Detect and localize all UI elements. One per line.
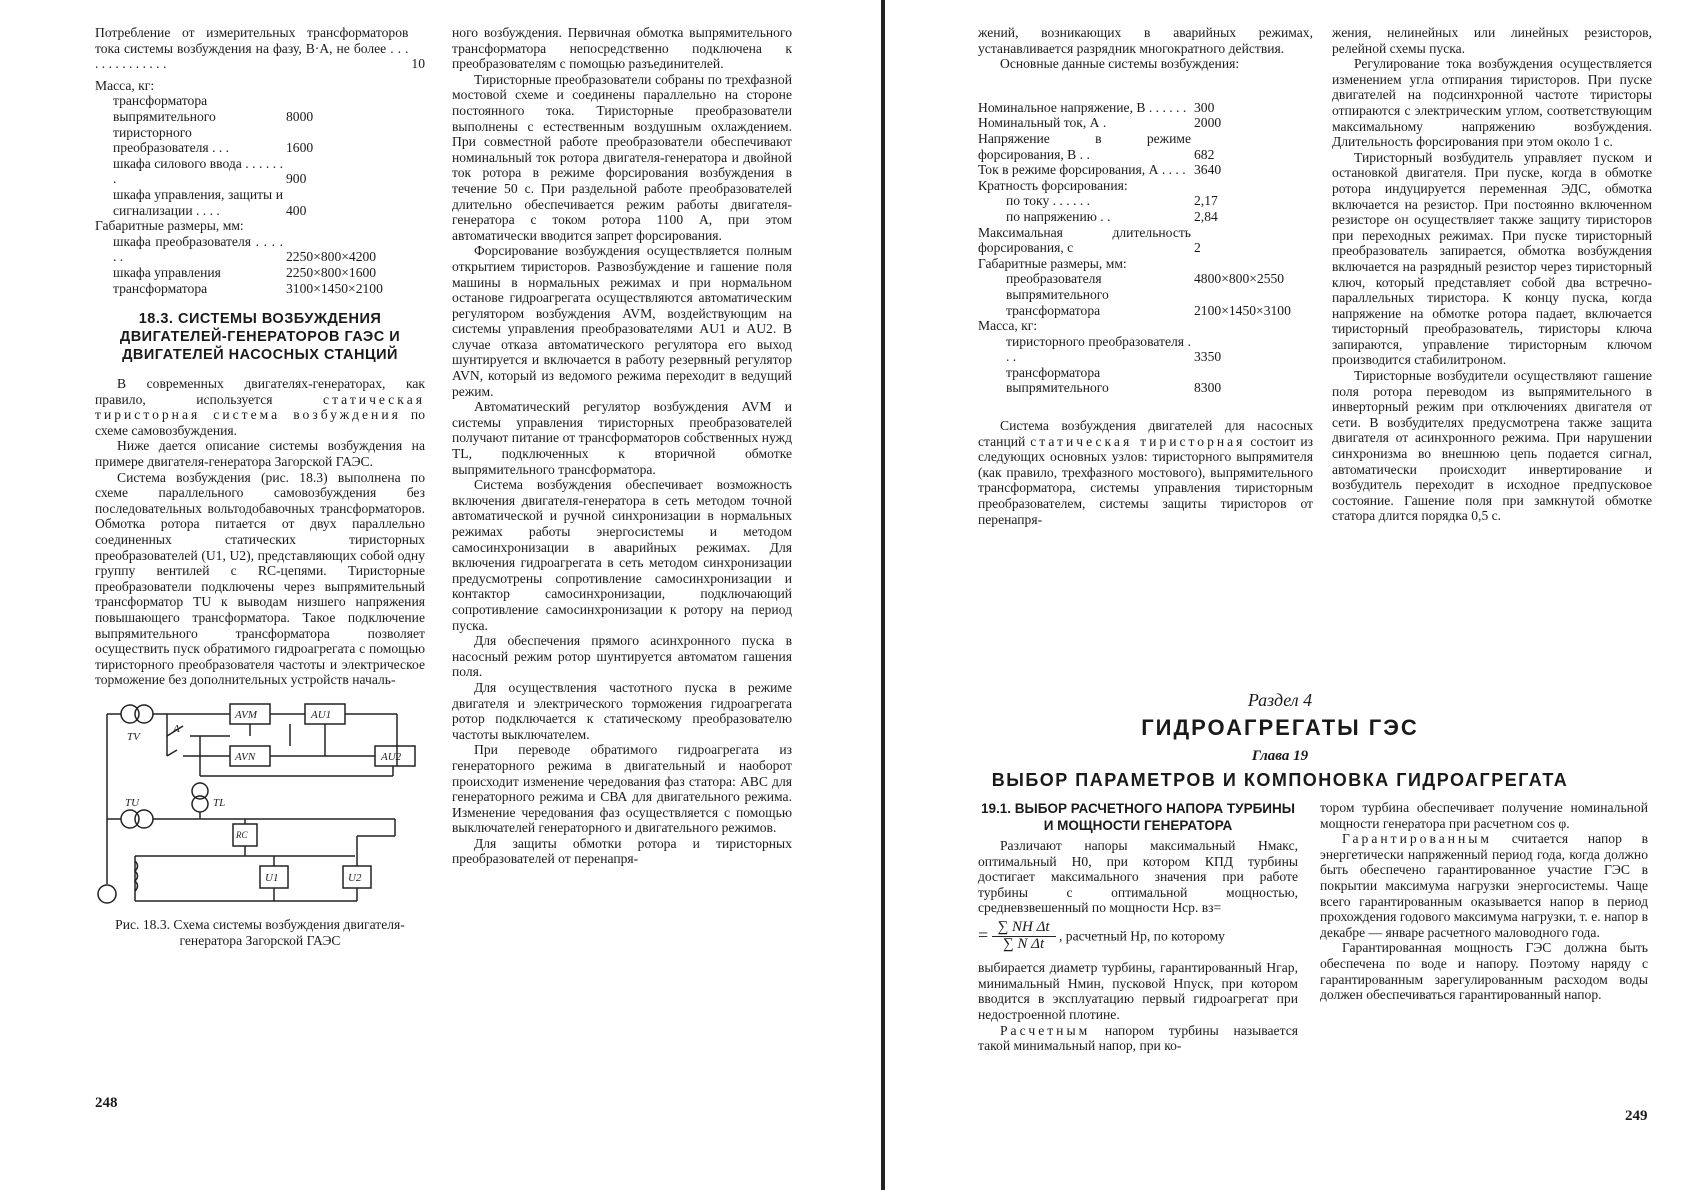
spec-row <box>113 187 313 218</box>
spec-row <box>978 256 1291 272</box>
spec-row <box>978 193 1291 209</box>
text-span: состоит из следующих основных узлов: тиристорного выпрямителя (как правило, трехфазного мостового), выпрямительного трансформатора, системы управления тиристорным преобразователем, системы защиты тиристоров от перенапря- <box>978 433 1314 527</box>
spec-label: Номинальный ток, А . <box>978 115 1107 131</box>
spaced-term: статическая тиристорная <box>1030 433 1246 449</box>
spec-label: по току . . . . . . <box>1006 193 1091 209</box>
paragraph: Система возбуждения (рис. 18.3) выполнена по схеме параллельного самовозбуждения без последовательных вольтодобавочных трансформаторов. Обмотка ротора питается от двух параллельно соединенных статических тиристорных преобразователей (U1, U2), представляющих собой одну группу вентилей с RC-цепями. Тиристорные преобразователи подключены через выпрямительный трансформатор TU к выводам низшего напряжения повышающего трансформатора. Такое подключение выпрямительного трансформатора позволяет осуществить пуск обратимого гидроагрегата с помощью тиристорного преобразователя частоты и электрическое торможение без дополнительных устройств началь- <box>95 469 425 688</box>
spaced-term: Гарантированным <box>1342 831 1493 847</box>
spec-value: 2000 <box>1194 115 1222 131</box>
text-span: считается напор в энергетически напряженный период года, когда должно быть обеспечено гарантированное участие ГЭС в покрытии максимума нагрузки энергосистемы. Чаще всего гарантированным оказывается напор в период прохождения годового максимума нагрузки, т. е. напор в декабре — январе расчетного маловодного года. <box>1320 831 1648 940</box>
spec-label: тиристорного преобразователя . . . <box>113 124 230 156</box>
paragraph: жения, нелинейных или линейных резисторов, релейной схемы пуска. <box>1332 25 1652 56</box>
label-rc: RC <box>236 829 248 840</box>
formula-numerator: ∑ NH Δt <box>992 920 1056 937</box>
paragraph: Автоматический регулятор возбуждения AVM и системы управления тиристорных преобразователей получают питание от трансформаторов собственных нужд TL, подключенных к вторичной обмотке выпрямительного трансформатора. <box>452 399 792 477</box>
spec-row <box>978 318 1291 334</box>
page-gutter <box>881 0 885 1190</box>
spec-label: Номинальное напряжение, В . . . . . . <box>978 99 1187 115</box>
spec-label: Ток в режиме форсирования, А . . . . <box>978 162 1186 178</box>
text-span: напором турбины называется такой минимальный напор, при ко- <box>978 1022 1298 1054</box>
spec-value: 2250×800×1600 <box>286 264 377 280</box>
paragraph: выбирается диаметр турбины, гарантированный Hгар, минимальный Hмин, пусковой Hпуск, при котором вводится в эксплуатацию первый гидроагрегат при недостроенной плотине. <box>978 960 1298 1022</box>
right-column-6 <box>1320 800 1648 1003</box>
label-tu: TU <box>125 796 140 809</box>
dims-heading: Габаритные размеры, мм: <box>95 218 244 234</box>
spec-row <box>978 100 1291 116</box>
spec-label: шкафа управления <box>113 264 221 280</box>
formula-tail: , расчетный Hр, по которому <box>1058 928 1225 944</box>
spec-row <box>978 178 1291 194</box>
spec-value: 300 <box>1194 99 1215 115</box>
label-tv: TV <box>127 730 140 743</box>
spec-label: выпрямительного трансформатора <box>1006 286 1109 318</box>
spec-label: трансформатора выпрямительного <box>1006 364 1109 396</box>
spec-value: 400 <box>286 202 307 218</box>
section-title-19-1: 19.1. ВЫБОР РАСЧЕТНОГО НАПОРА ТУРБИНЫ И МОЩНОСТИ ГЕНЕРАТОРА <box>981 801 1295 833</box>
spec-row <box>113 265 383 281</box>
left-column-1 <box>95 25 425 948</box>
spec-value: 2,17 <box>1194 193 1218 209</box>
text-span: В современных двигателях-генераторах, как правило, используется <box>95 376 425 407</box>
right-column-4 <box>1332 25 1652 524</box>
spec-value: 3100×1450×2100 <box>286 280 383 296</box>
spec-value: 10 <box>411 56 425 72</box>
spec-value: 900 <box>286 171 307 187</box>
spec-label: шкафа преобразователя . . . . . . <box>113 233 283 265</box>
division-title: ГИДРОАГРЕГАТЫ ГЭС <box>1141 715 1419 740</box>
paragraph: Тиристорный возбудитель управляет пуском и остановкой двигателя. При пуске, когда в обмотке ротора индуцируется переменная ЭДС, обмотка включается на резистор. При постоянно включенном резисторе он осуществляет также защиту тиристоров при переходных режимах. При пуске тиристорный преобразователь запирается, обмотка возбуждения включается на разрядный резистор через тиристорный ключ, который представляет собой два встречно-параллельных тиристора. К концу пуска, когда напряжение на обмотке ротора падает, включается тиристорный преобразователь, тиристоры ключа запираются, управление тиристорным ключом производится стабилитроном. <box>1332 149 1652 368</box>
paragraph <box>978 418 1313 527</box>
label-u2: U2 <box>348 871 362 884</box>
spec-value: 2250×800×4200 <box>286 249 377 265</box>
spec-value: 8300 <box>1194 380 1222 396</box>
paragraph: Ниже дается описание системы возбуждения на примере двигателя-генератора Загорской ГАЭС. <box>95 438 425 470</box>
paragraph <box>95 376 425 438</box>
mass-table <box>113 93 313 218</box>
spec-row <box>113 281 383 297</box>
paragraph: Тиристорные возбудители осуществляют гашение поля ротора переводом из выпрямительного в инверторный режим при отключениях двигателя от сети. В возбудителях предусмотрена также защита двигателя от асинхронного режима. При нарушении синхронизма во внешнюю цепь подается сигнал, автоматически происходит инвертирование и возбудитель переходит в исходное предпусковое состояние. Гашение поля при замкнутой обмотке статора длится порядка 0,5 с. <box>1332 368 1652 524</box>
spec-label: Потребление от измерительных трансформаторов тока системы возбуждения на фазу, В·А, не более . . . . . . . . . . . . . . <box>95 25 409 72</box>
formula-denominator: ∑ N Δt <box>1002 935 1045 952</box>
right-column-3 <box>978 25 1313 527</box>
dims-table <box>113 234 383 296</box>
spec-label: шкафа управления, защиты и сигнализации . . . . <box>113 186 283 218</box>
label-au2: AU2 <box>381 750 402 763</box>
weighted-head-formula: = $\frac{\text{∑ NH Δt}}{\text{∑ N Δt}}$ , расчетный Hр, по которому <box>978 918 1225 952</box>
left-column-2 <box>452 25 792 867</box>
spec-label: преобразователя <box>1006 271 1102 287</box>
spec-label: Габаритные размеры, мм: <box>978 255 1127 271</box>
spec-row <box>113 234 383 265</box>
section-title-18-3: 18.3. СИСТЕМЫ ВОЗБУЖДЕНИЯ ДВИГАТЕЛЕЙ-ГЕНЕРАТОРОВ ГАЭС И ДВИГАТЕЛЕЙ НАСОСНЫХ СТАНЦИЙ <box>119 311 401 364</box>
paragraph: жений, возникающих в аварийных режимах, устанавливается разрядник многократного действия. <box>978 25 1313 56</box>
paragraph: Различают напоры максимальный Hмакс, оптимальный H0, при котором КПД турбины достигает максимального значения при работе турбины с оптимальной мощностью, средневзвешенный по мощности Hср. вз= <box>978 838 1298 916</box>
paragraph: Гарантированная мощность ГЭС должна быть обеспечена по воде и напору. Поэтому наряду с гарантированным зарегулированным расходом воды должен обеспечиваться гарантированный напор. <box>1320 940 1648 1003</box>
paragraph: Для защиты обмотки ротора и тиристорных преобразователей от перенапря- <box>452 835 792 867</box>
paragraph: Система возбуждения обеспечивает возможность включения двигателя-генератора в сеть методом точной автоматической и ручной синхронизации в нормальных режимах работы энергосистемы и методом самосинхронизации в аварийных режимах. Для включения гидроагрегата в сеть методом синхронизации предусмотрены сопротивление самосинхронизации и контактор самосинхронизации, подключающий сопротивление самосинхронизации к ротору на период пуска. <box>452 477 792 633</box>
paragraph: ного возбуждения. Первичная обмотка выпрямительного трансформатора непосредственно подключена к преобразователям с помощью разъединителей. <box>452 25 792 72</box>
text-span: Система возбуждения двигателей для насосных станций <box>978 418 1313 449</box>
figure-caption: Рис. 18.3. Схема системы возбуждения двигателя-генератора Загорской ГАЭС <box>115 916 405 948</box>
spec-row <box>978 287 1291 318</box>
spec-label: по напряжению . . <box>1006 208 1111 224</box>
spec-label: тиристорного преобразователя . . . <box>1006 333 1191 365</box>
spaced-term: статическая тиристорная система возбуждения <box>95 391 425 423</box>
paragraph: Для осуществления частотного пуска в режиме двигателя и электрического торможения гидроагрегата ротор подключается к статическому преобразователю частоты выключателем. <box>452 679 792 742</box>
spec-row <box>113 156 313 187</box>
spec-row <box>978 271 1291 287</box>
spec-value: 2100×1450×3100 <box>1194 302 1291 318</box>
spec-label: Масса, кг: <box>978 318 1038 334</box>
spec-row <box>978 225 1291 256</box>
spaced-term: Расчетным <box>1000 1022 1091 1038</box>
paragraph <box>978 1023 1298 1054</box>
spec-value: 682 <box>1194 146 1215 162</box>
label-avn: AVN <box>235 750 256 763</box>
spec-label: Максимальная длительность форсирования, с <box>978 224 1191 256</box>
spec-value: 3640 <box>1194 162 1222 178</box>
spec-label: трансформатора выпрямительного <box>113 93 216 124</box>
excitation-spec-table <box>978 100 1291 396</box>
circuit-diagram <box>95 696 425 911</box>
chapter-title: ВЫБОР ПАРАМЕТРОВ И КОМПОНОВКА ГИДРОАГРЕГАТА <box>991 770 1569 790</box>
paragraph: Основные данные системы возбуждения: <box>1000 56 1240 72</box>
spec-value <box>1191 318 1291 334</box>
paragraph: При переводе обратимого гидроагрегата из генераторного режима в двигательный и наоборот происходит изменение чередования фаз статора: АВС для генераторного режима и СВА для двигательного режима. Изменение чередования фаз осуществляется с помощью выключателей генераторного и двигательного режимов. <box>452 742 792 836</box>
spec-label: трансформатора <box>113 280 208 296</box>
paragraph: Для обеспечения прямого асинхронного пуска в насосный режим ротор шунтируется автоматом гашения поля. <box>452 633 792 680</box>
spec-value: 8000 <box>286 108 314 124</box>
spec-row <box>978 131 1291 162</box>
spec-label: Напряжение в режиме форсирования, В . . <box>978 130 1191 162</box>
spec-row <box>95 25 425 72</box>
paragraph <box>1320 831 1648 940</box>
spec-row <box>978 334 1291 365</box>
spec-value: 3350 <box>1194 349 1222 365</box>
label-avm: AVM <box>235 708 258 721</box>
paragraph: Регулирование тока возбуждения осуществляется изменением угла отпирания тиристоров. При пуске двигателей на подсинхронной частоте тиристоры отпираются с электрическим углом, соответствующим максимальному напряжению возбуждения. Длительность форсирования при этом около 1 с. <box>1332 56 1652 150</box>
mass-heading: Масса, кг: <box>95 77 155 93</box>
spec-value: 1600 <box>286 140 314 156</box>
spec-label: шкафа силового ввода . . . . . . . <box>113 155 283 187</box>
spec-row <box>978 209 1291 225</box>
paragraph: тором турбина обеспечивает получение номинальной мощности генератора при расчетном cos φ. <box>1320 800 1648 831</box>
text-span: по схеме самовозбуждения. <box>95 407 425 438</box>
paragraph: Тиристорные преобразователи собраны по трехфазной мостовой схеме и соединены параллельно на стороне постоянного тока. Тиристорные преобразователи выполнены с естественным воздушным охлаждением. При совместной работе преобразователи обеспечивают номинальный ток ротора двигателя-генератора и двойной ток ротора в режиме форсирования возбуждения в течение 50 с. При раздельной работе преобразователей длительно обеспечивается режим работы двигателя-генератора с током ротора 1100 А, при этом автоматически вводится запрет форсирования. <box>452 71 792 243</box>
chapter-label: Глава 19 <box>1251 748 1309 764</box>
spec-row <box>113 125 313 156</box>
spec-row <box>113 93 313 124</box>
right-column-5 <box>978 800 1298 1054</box>
spec-row <box>978 115 1291 131</box>
page-number-right: 249 <box>1625 1108 1648 1124</box>
spec-row <box>978 365 1291 396</box>
spec-top-table <box>95 25 425 72</box>
label-a: A <box>173 722 180 735</box>
spec-row <box>978 162 1291 178</box>
division-label: Раздел 4 <box>1247 690 1313 710</box>
spec-value <box>1191 256 1291 272</box>
spec-value: 2 <box>1194 240 1201 256</box>
spec-value: 4800×800×2550 <box>1194 271 1285 287</box>
paragraph: Форсирование возбуждения осуществляется полным открытием тиристоров. Развозбуждение и гашение поля машины в нормальных режимах и при нормальном останове гидроагрегата осуществляются автоматическим регулятором возбуждения AVM, воздействующим на системы управления преобразователями AU1 и AU2. В случае отказа автоматического регулятора его выход шунтируется и включается в работу резервный регулятор AVN, который из ведомого режима переходит в ведущий режим. <box>452 243 792 399</box>
spec-value <box>1191 178 1291 194</box>
spec-label: Кратность форсирования: <box>978 177 1128 193</box>
spec-value: 2,84 <box>1194 208 1218 224</box>
label-tl: TL <box>213 796 226 809</box>
label-au1: AU1 <box>311 708 332 721</box>
label-u1: U1 <box>265 871 279 884</box>
page-number-left: 248 <box>95 1095 118 1111</box>
